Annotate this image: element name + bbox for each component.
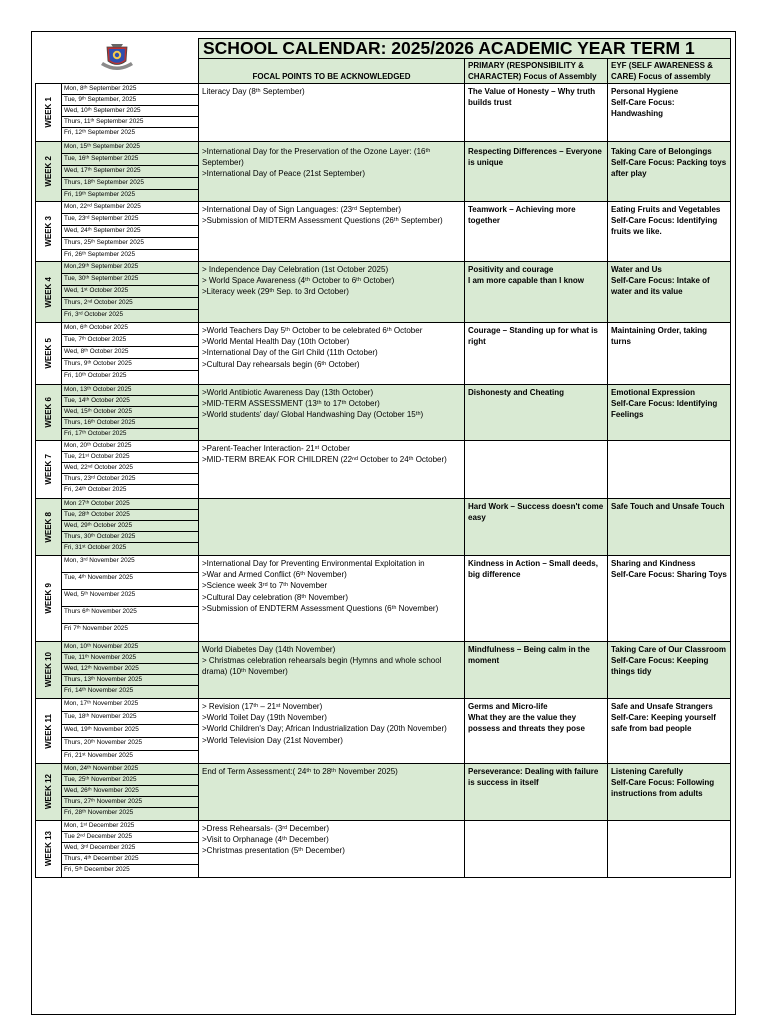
eyf-focus-item: Taking Care of Belongings xyxy=(611,147,712,156)
day-entry: Wed, 15ᵗʰ October 2025 xyxy=(62,407,198,418)
eyf-focus-item: Listening Carefully xyxy=(611,767,684,776)
primary-focus-cell xyxy=(465,385,608,441)
day-entry: Tue, 18ᵗʰ November 2025 xyxy=(62,712,198,725)
focal-point-item: >Christmas presentation (5ᵗʰ December) xyxy=(202,846,345,856)
day-entry: Thurs, 9ᵗʰ October 2025 xyxy=(62,359,198,371)
primary-focus-item: Mindfulness – Being calm in the moment xyxy=(468,645,590,666)
day-entry: Thurs 6ᵗʰ November 2025 xyxy=(62,607,198,624)
day-entry: Fri, 17ᵗʰ October 2025 xyxy=(64,430,127,437)
focal-point-item: >Submission of ENDTERM Assessment Questions (6ᵗʰ November) xyxy=(202,603,439,613)
logo-cell xyxy=(36,39,199,84)
day-entry: Fri, 19ᵗʰ September 2025 xyxy=(64,191,135,198)
eyf-focus-cell xyxy=(608,499,731,556)
primary-focus-cell xyxy=(465,84,608,142)
eyf-focus-cell xyxy=(608,556,731,642)
focal-point-item: >Visit to Orphanage (4ᵗʰ December) xyxy=(202,835,329,845)
day-entry: Fri, 5ᵗʰ December 2025 xyxy=(64,866,130,873)
week-row xyxy=(36,821,731,878)
eyf-focus-cell xyxy=(608,142,731,202)
week-days xyxy=(62,441,199,499)
day-entry: Fri, 24ᵗʰ October 2025 xyxy=(64,486,127,493)
eyf-focus-item: Self-Care Focus: Keeping things tidy xyxy=(611,656,709,677)
eyf-focus-cell xyxy=(608,323,731,385)
primary-focus-cell xyxy=(465,142,608,202)
eyf-focus-item: Self-Care: Keeping yourself safe from bad people xyxy=(611,713,716,734)
week-label-text: WEEK 6 xyxy=(44,397,53,428)
week-days xyxy=(62,202,199,262)
week-days xyxy=(62,499,199,556)
week-label-text: WEEK 10 xyxy=(44,652,53,688)
eyf-focus-item: Self-Care Focus: Following instructions from adults xyxy=(611,778,715,799)
header-focal-points: FOCAL POINTS TO BE ACKNOWLEDGED xyxy=(199,59,465,84)
day-entry: Fri, 12ᵗʰ September 2025 xyxy=(64,129,135,136)
day-entry: Thurs, 16ᵗʰ October 2025 xyxy=(62,418,198,429)
focal-point-item: >International Day of Peace (21st September) xyxy=(202,169,365,179)
focal-points-cell xyxy=(199,699,465,764)
day-entry: Thurs, 13ᵗʰ November 2025 xyxy=(62,675,198,686)
week-label-text: WEEK 3 xyxy=(44,216,53,247)
primary-focus-item: Respecting Differences – Everyone is unique xyxy=(468,147,602,168)
page-title: SCHOOL CALENDAR: 2025/2026 ACADEMIC YEAR TERM 1 xyxy=(199,39,731,59)
eyf-focus-item: Personal Hygiene xyxy=(611,87,679,96)
day-entry: Thurs, 2ⁿᵈ October 2025 xyxy=(62,298,198,310)
eyf-focus-item: Self-Care Focus: Packing toys after play xyxy=(611,158,727,179)
week-days xyxy=(62,556,199,642)
focal-point-item: >Cultural Day rehearsals begin (6ᵗʰ October) xyxy=(202,359,360,369)
week-row xyxy=(36,385,731,441)
day-entry: Mon, 22ⁿᵈ September 2025 xyxy=(62,202,198,214)
focal-point-item: >International Day for Preventing Environmental Exploitation in xyxy=(202,559,425,568)
focal-points-cell xyxy=(199,262,465,323)
week-label-text: WEEK 9 xyxy=(44,583,53,614)
focal-point-item: >MID-TERM BREAK FOR CHILDREN (22ⁿᵈ October to 24ᵗʰ October) xyxy=(202,455,447,465)
week-label xyxy=(36,262,62,323)
eyf-focus-item: Self-Care Focus: Identifying Feelings xyxy=(611,399,718,420)
week-row xyxy=(36,556,731,642)
focal-point-item: > Independence Day Celebration (1st October 2025) xyxy=(202,265,389,274)
week-label xyxy=(36,202,62,262)
focal-point-item: >World Children's Day; African Industrialization Day (20th November) xyxy=(202,724,447,734)
day-entry: Fri, 31ˢᵗ October 2025 xyxy=(64,544,127,551)
week-days xyxy=(62,84,199,142)
eyf-focus-item: Water and Us xyxy=(611,265,662,274)
focal-points-cell xyxy=(199,202,465,262)
primary-focus-item: Hard Work – Success doesn't come easy xyxy=(468,502,604,523)
header-eyf: EYF (SELF AWARENESS & CARE) Focus of assembly xyxy=(608,59,731,84)
day-entry: Wed, 5ᵗʰ November 2025 xyxy=(62,590,198,607)
week-label xyxy=(36,764,62,821)
week-label-text: WEEK 1 xyxy=(44,97,53,128)
day-entry: Wed, 12ᵗʰ November 2025 xyxy=(62,664,198,675)
focal-point-item: >World Mental Health Day (10th October) xyxy=(202,337,350,347)
week-row xyxy=(36,84,731,142)
week-label xyxy=(36,142,62,202)
day-entry: Tue, 14ᵗʰ October 2025 xyxy=(62,396,198,407)
focal-point-item: >War and Armed Conflict (6ᵗʰ November) xyxy=(202,570,347,580)
focal-points-cell xyxy=(199,385,465,441)
week-days xyxy=(62,385,199,441)
week-label-text: WEEK 4 xyxy=(44,276,53,308)
calendar-table xyxy=(35,38,731,878)
day-entry: Thurs, 20ᵗʰ November 2025 xyxy=(62,738,198,751)
day-entry: Mon, 20ᵗʰ October 2025 xyxy=(62,441,198,452)
eyf-focus-cell xyxy=(608,699,731,764)
week-row xyxy=(36,202,731,262)
week-label xyxy=(36,642,62,699)
focal-points-cell xyxy=(199,556,465,642)
week-label xyxy=(36,499,62,556)
day-entry: Thurs, 4ᵗʰ December 2025 xyxy=(62,854,198,865)
day-entry: Tue, 7ᵗʰ October 2025 xyxy=(62,335,198,347)
primary-focus-cell xyxy=(465,499,608,556)
day-entry: Fri, 14ᵗʰ November 2025 xyxy=(64,687,134,694)
primary-focus-cell xyxy=(465,202,608,262)
day-entry: Mon, 24ᵗʰ November 2025 xyxy=(62,764,198,775)
day-entry: Wed, 29ᵗʰ October 2025 xyxy=(62,521,198,532)
eyf-focus-cell xyxy=(608,262,731,323)
week-label-text: WEEK 11 xyxy=(44,713,53,749)
week-label-text: WEEK 7 xyxy=(44,454,53,485)
week-row xyxy=(36,699,731,764)
eyf-focus-item: Self-Care Focus: Identifying fruits we like. xyxy=(611,216,718,237)
primary-focus-cell xyxy=(465,642,608,699)
week-row xyxy=(36,441,731,499)
focal-point-item: > Revision (17ᵗʰ – 21ˢᵗ November) xyxy=(202,702,323,711)
day-entry: Tue 2ⁿᵈ December 2025 xyxy=(62,832,198,843)
day-entry: Mon, 1ˢᵗ December 2025 xyxy=(62,821,198,832)
focal-points-cell xyxy=(199,764,465,821)
eyf-focus-cell xyxy=(608,764,731,821)
focal-point-item: World Diabetes Day (14th November) xyxy=(202,645,336,654)
day-entry: Fri, 10ᵗʰ October 2025 xyxy=(64,372,127,379)
day-entry: Tue, 28ᵗʰ October 2025 xyxy=(62,510,198,521)
focal-point-item: > Christmas celebration rehearsals begin (Hymns and whole school drama) (10ᵗʰ November) xyxy=(202,656,442,677)
primary-focus-item: Kindness in Action – Small deeds, big difference xyxy=(468,559,598,580)
week-days xyxy=(62,323,199,385)
eyf-focus-cell xyxy=(608,385,731,441)
week-label-text: WEEK 2 xyxy=(44,156,53,187)
primary-focus-item: I am more capable than I know xyxy=(468,276,585,286)
focal-point-item: >World Television Day (21st November) xyxy=(202,735,343,745)
focal-point-item: End of Term Assessment:( 24ᵗʰ to 28ᵗʰ November 2025) xyxy=(202,767,398,776)
primary-focus-item: Positivity and courage xyxy=(468,265,554,274)
week-label xyxy=(36,699,62,764)
eyf-focus-item: Self-Care Focus: Sharing Toys xyxy=(611,570,727,580)
focal-point-item: >International Day for the Preservation of the Ozone Layer: (16ᵗʰ September) xyxy=(202,147,431,168)
primary-focus-cell xyxy=(465,441,608,499)
day-entry: Wed, 24ᵗʰ September 2025 xyxy=(62,226,198,238)
primary-focus-item: Courage – Standing up for what is right xyxy=(468,326,598,347)
day-entry: Mon, 10ᵗʰ November 2025 xyxy=(62,642,198,653)
focal-points-cell xyxy=(199,642,465,699)
week-days xyxy=(62,262,199,323)
eyf-focus-item: Eating Fruits and Vegetables xyxy=(611,205,721,214)
day-entry: Thurs, 18ᵗʰ September 2025 xyxy=(62,178,198,190)
week-label xyxy=(36,84,62,142)
eyf-focus-cell xyxy=(608,202,731,262)
week-row xyxy=(36,142,731,202)
week-label-text: WEEK 12 xyxy=(44,774,53,810)
day-entry: Wed, 26ᵗʰ November 2025 xyxy=(62,786,198,797)
primary-focus-item: Teamwork – Achieving more together xyxy=(468,205,576,226)
day-entry: Tue, 30ᵗʰ September 2025 xyxy=(62,274,198,286)
day-entry: Wed, 22ⁿᵈ October 2025 xyxy=(62,463,198,474)
day-entry: Tue, 23ʳᵈ September 2025 xyxy=(62,214,198,226)
week-label-text: WEEK 13 xyxy=(44,831,53,867)
day-entry: Mon, 3ʳᵈ November 2025 xyxy=(62,556,198,573)
focal-point-item: Literacy Day (8ᵗʰ September) xyxy=(202,87,305,96)
day-entry: Thurs, 25ᵗʰ September 2025 xyxy=(62,238,198,250)
focal-point-item: >Cultural Day celebration (8ᵗʰ November) xyxy=(202,592,348,602)
primary-focus-item: Germs and Micro-life xyxy=(468,702,548,711)
day-entry: Mon 27ᵗʰ October 2025 xyxy=(62,499,198,510)
eyf-focus-item: Sharing and Kindness xyxy=(611,559,696,568)
focal-point-item: >World Toilet Day (19th November) xyxy=(202,713,327,723)
eyf-focus-cell xyxy=(608,821,731,878)
day-entry: Fri, 21ˢᵗ November 2025 xyxy=(64,752,133,759)
week-row xyxy=(36,323,731,385)
day-entry: Thurs, 27ᵗʰ November 2025 xyxy=(62,797,198,808)
primary-focus-item: Dishonesty and Cheating xyxy=(468,388,565,397)
day-entry: Mon, 8ᵗʰ September 2025 xyxy=(62,84,198,95)
focal-points-cell xyxy=(199,84,465,142)
eyf-focus-item: Emotional Expression xyxy=(611,388,696,397)
day-entry: Thurs, 30ᵗʰ October 2025 xyxy=(62,532,198,543)
day-entry: Fri, 28ᵗʰ November 2025 xyxy=(64,809,134,816)
week-row xyxy=(36,642,731,699)
focal-point-item: >Submission of MIDTERM Assessment Questions (26ᵗʰ September) xyxy=(202,216,443,226)
week-label xyxy=(36,441,62,499)
week-row xyxy=(36,764,731,821)
week-days xyxy=(62,642,199,699)
day-entry: Fri, 3ʳᵈ October 2025 xyxy=(64,311,124,318)
week-days xyxy=(62,699,199,764)
day-entry: Mon, 17ᵗʰ November 2025 xyxy=(62,699,198,712)
day-entry: Tue, 4ᵗʰ November 2025 xyxy=(62,573,198,590)
day-entry: Tue, 16ᵗʰ September 2025 xyxy=(62,154,198,166)
day-entry: Fri, 26ᵗʰ September 2025 xyxy=(64,251,135,258)
day-entry: Tue, 25ᵗʰ November 2025 xyxy=(62,775,198,786)
eyf-focus-item: Self-Care Focus: Intake of water and its value xyxy=(611,276,710,297)
eyf-focus-item: Safe Touch and Unsafe Touch xyxy=(611,502,725,511)
day-entry: Mon, 6ᵗʰ October 2025 xyxy=(62,323,198,335)
week-label-text: WEEK 8 xyxy=(44,511,53,543)
header-primary: PRIMARY (RESPONSIBILITY & CHARACTER) Focus of Assembly xyxy=(465,59,608,84)
focal-points-cell xyxy=(199,821,465,878)
focal-point-item: >World Antibiotic Awareness Day (13th October) xyxy=(202,388,374,397)
day-entry: Thurs, 23ʳᵈ October 2025 xyxy=(62,474,198,485)
week-days xyxy=(62,821,199,878)
focal-point-item: >MID-TERM ASSESSMENT (13ᵗʰ to 17ᵗʰ October) xyxy=(202,399,380,409)
primary-focus-cell xyxy=(465,699,608,764)
day-entry: Wed, 10ᵗʰ September 2025 xyxy=(62,106,198,117)
day-entry: Wed, 3ʳᵈ December 2025 xyxy=(62,843,198,854)
school-logo xyxy=(95,41,139,75)
day-entry: Wed, 19ᵗʰ November 2025 xyxy=(62,725,198,738)
eyf-focus-cell xyxy=(608,441,731,499)
week-days xyxy=(62,764,199,821)
week-label xyxy=(36,556,62,642)
primary-focus-cell xyxy=(465,323,608,385)
day-entry: Tue, 9ᵗʰ September, 2025 xyxy=(62,95,198,106)
focal-point-item: >Literacy week (29ᵗʰ Sep. to 3rd October) xyxy=(202,287,349,297)
primary-focus-cell xyxy=(465,764,608,821)
focal-points-cell xyxy=(199,323,465,385)
focal-points-cell xyxy=(199,142,465,202)
eyf-focus-item: Self-Care Focus: Handwashing xyxy=(611,98,675,119)
focal-point-item: >International Day of the Girl Child (11th October) xyxy=(202,348,378,358)
day-entry: Mon, 15ᵗʰ September 2025 xyxy=(62,142,198,154)
week-row xyxy=(36,262,731,323)
focal-point-item: >Parent-Teacher Interaction- 21ˢᵗ October xyxy=(202,444,350,453)
primary-focus-cell xyxy=(465,556,608,642)
eyf-focus-item: Maintaining Order, taking turns xyxy=(611,326,708,347)
eyf-focus-cell xyxy=(608,642,731,699)
focal-point-item: >Science week 3ʳᵈ to 7ᵗʰ November xyxy=(202,581,328,591)
week-label xyxy=(36,323,62,385)
primary-focus-cell xyxy=(465,821,608,878)
primary-focus-item: What they are the value they possess and threats they pose xyxy=(468,713,585,734)
primary-focus-cell xyxy=(465,262,608,323)
focal-points-cell xyxy=(199,499,465,556)
day-entry: Mon,29ᵗʰ September 2025 xyxy=(62,262,198,274)
day-entry: Fri 7ᵗʰ November 2025 xyxy=(64,625,128,632)
focal-point-item: > World Space Awareness (4ᵗʰ October to 6ᵗʰ October) xyxy=(202,276,395,286)
focal-point-item: >World Teachers Day 5ᵗʰ October to be celebrated 6ᵗʰ October xyxy=(202,326,423,335)
day-entry: Wed, 17ᵗʰ September 2025 xyxy=(62,166,198,178)
week-label xyxy=(36,821,62,878)
week-label xyxy=(36,385,62,441)
primary-focus-item: Perseverance: Dealing with failure is success in itself xyxy=(468,767,599,788)
day-entry: Thurs, 11ᵗʰ September 2025 xyxy=(62,117,198,128)
day-entry: Tue, 21ˢᵗ October 2025 xyxy=(62,452,198,463)
day-entry: Wed, 8ᵗʰ October 2025 xyxy=(62,347,198,359)
focal-point-item: >Dress Rehearsals- (3ʳᵈ December) xyxy=(202,824,329,833)
week-row xyxy=(36,499,731,556)
primary-focus-item: The Value of Honesty – Why truth builds trust xyxy=(468,87,596,108)
focal-point-item: >World students' day/ Global Handwashing Day (October 15ᵗʰ) xyxy=(202,410,424,420)
eyf-focus-item: Taking Care of Our Classroom xyxy=(611,645,726,654)
day-entry: Mon, 13ᵗʰ October 2025 xyxy=(62,385,198,396)
day-entry: Wed, 1ˢᵗ October 2025 xyxy=(62,286,198,298)
eyf-focus-cell xyxy=(608,84,731,142)
focal-points-cell xyxy=(199,441,465,499)
day-entry: Tue, 11ᵗʰ November 2025 xyxy=(62,653,198,664)
focal-point-item: >International Day of Sign Languages: (23ʳᵈ September) xyxy=(202,205,402,214)
week-label-text: WEEK 5 xyxy=(44,338,53,369)
eyf-focus-item: Safe and Unsafe Strangers xyxy=(611,702,713,711)
week-days xyxy=(62,142,199,202)
